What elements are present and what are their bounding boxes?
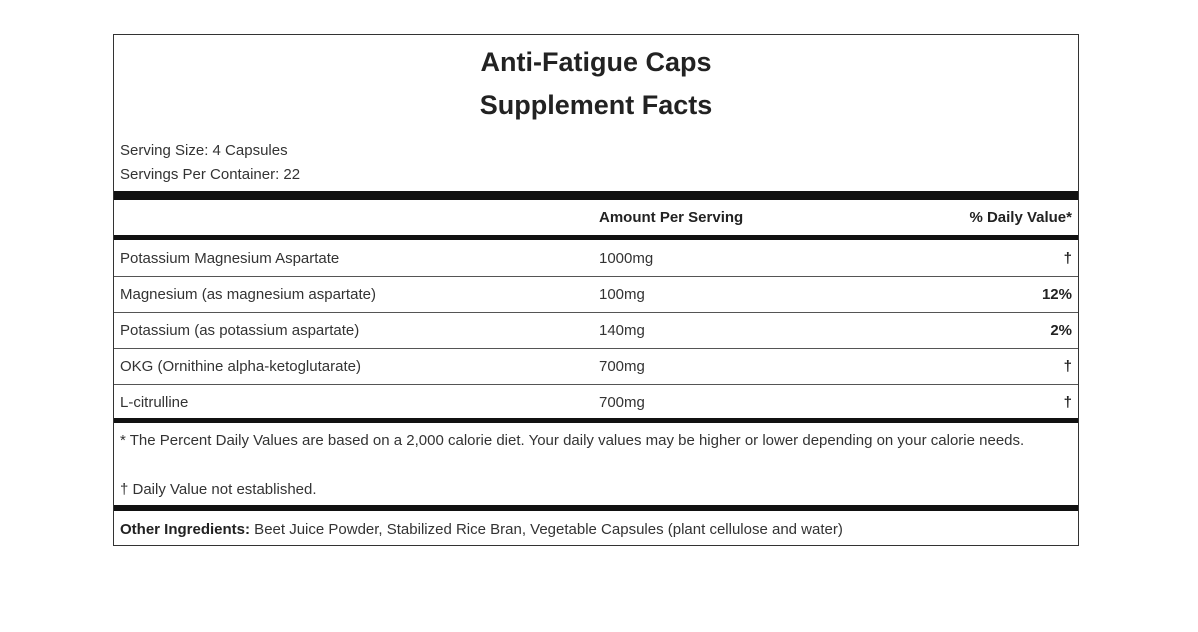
amount-per-serving-header: Amount Per Serving bbox=[599, 209, 744, 226]
nutrient-name: Potassium (as potassium aspartate) bbox=[120, 322, 360, 339]
nutrient-daily-value: † bbox=[1063, 250, 1072, 267]
nutrient-amount: 100mg bbox=[599, 286, 645, 303]
nutrient-amount: 140mg bbox=[599, 322, 645, 339]
daily-value-header: % Daily Value* bbox=[969, 209, 1072, 226]
serving-size: Serving Size: 4 Capsules bbox=[120, 142, 288, 159]
nutrient-daily-value: † bbox=[1063, 358, 1072, 375]
panel-heading: Supplement Facts bbox=[479, 90, 713, 120]
other-ingredients bbox=[120, 521, 843, 538]
nutrient-amount: 700mg bbox=[599, 394, 645, 411]
nutrient-row bbox=[114, 349, 1078, 384]
product-title: Anti-Fatigue Caps bbox=[480, 47, 712, 77]
header-divider bbox=[114, 235, 1078, 240]
nutrient-amount: 700mg bbox=[599, 358, 645, 375]
nutrient-daily-value: 12% bbox=[1041, 286, 1072, 303]
percent-daily-value-footnote: * The Percent Daily Values are based on a 2,000 calorie diet. Your daily values may be higher or lower depending on your calorie needs. bbox=[120, 432, 1025, 449]
nutrient-daily-value: † bbox=[1063, 394, 1072, 411]
thick-divider bbox=[114, 191, 1078, 200]
other-ingredients-text: Beet Juice Powder, Stabilized Rice Bran, Vegetable Capsules (plant cellulose and water) bbox=[250, 521, 843, 538]
nutrient-name: L-citrulline bbox=[120, 394, 189, 411]
nutrient-name: OKG (Ornithine alpha-ketoglutarate) bbox=[120, 358, 361, 375]
nutrient-row bbox=[114, 385, 1078, 420]
nutrient-name: Magnesium (as magnesium aspartate) bbox=[120, 286, 376, 303]
nutrient-amount: 1000mg bbox=[599, 250, 654, 267]
footnote-divider bbox=[114, 418, 1078, 423]
other-ingredients-label: Other Ingredients: bbox=[120, 521, 251, 538]
nutrient-row bbox=[114, 313, 1078, 348]
nutrient-daily-value: 2% bbox=[1050, 322, 1072, 339]
nutrient-row bbox=[114, 241, 1078, 276]
nutrient-name: Potassium Magnesium Aspartate bbox=[120, 250, 340, 267]
nutrient-row bbox=[114, 277, 1078, 312]
supplement-facts-panel bbox=[113, 34, 1079, 546]
other-ingredients-divider bbox=[114, 505, 1078, 511]
dagger-footnote: † Daily Value not established. bbox=[120, 481, 317, 498]
servings-per-container: Servings Per Container: 22 bbox=[120, 166, 301, 183]
